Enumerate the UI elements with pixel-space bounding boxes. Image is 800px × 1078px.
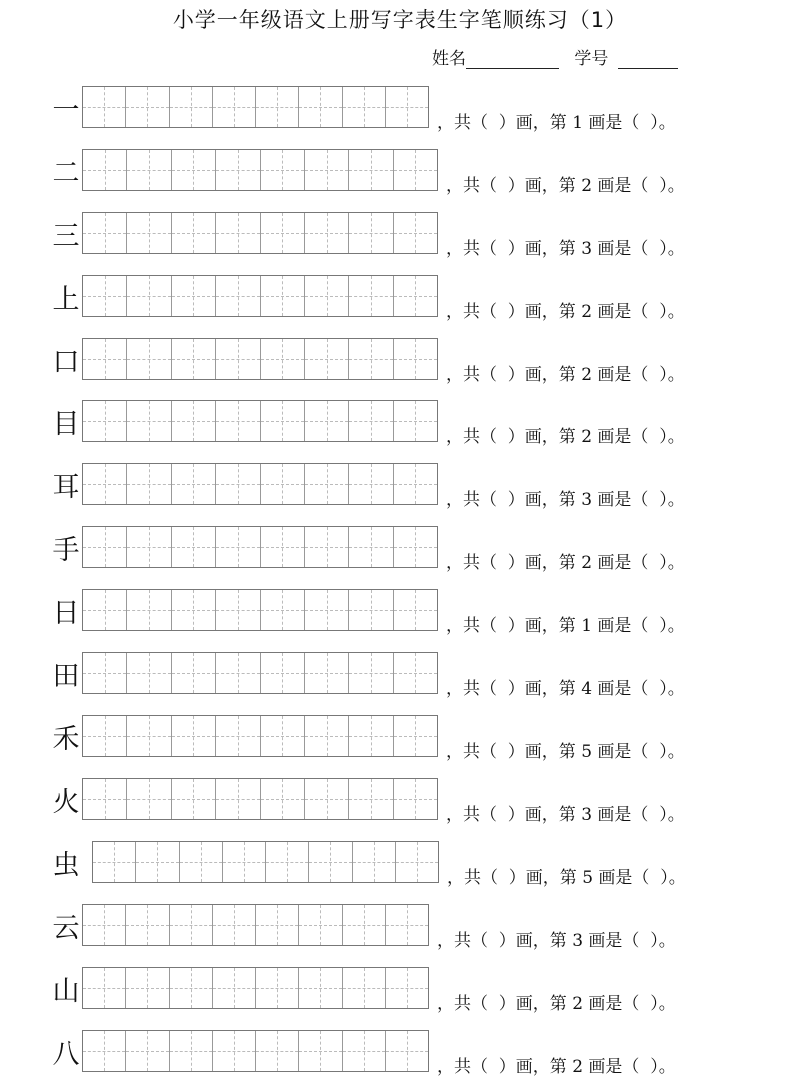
tian-grid-cell[interactable] [126,905,169,945]
tian-grid-cell[interactable] [261,779,305,819]
tian-grid-cell[interactable] [394,150,437,190]
practice-character: 八 [52,1039,80,1070]
stroke-question: ，共（ ）画，第 3 画是（ ）。 [437,931,676,951]
writing-grid [82,652,438,694]
tian-grid-cell[interactable] [126,1031,169,1071]
practice-row [0,463,800,509]
stroke-question: ，共（ ）画，第 3 画是（ ）。 [446,805,685,825]
tian-grid-cell[interactable] [305,213,349,253]
practice-row [0,904,800,950]
stroke-question: ，共（ ）画，第 2 画是（ ）。 [437,994,676,1014]
tian-grid-cell[interactable] [261,464,305,504]
tian-grid-cell[interactable] [299,87,342,127]
tian-grid-cell[interactable] [261,213,305,253]
tian-grid-cell[interactable] [127,590,171,630]
tian-grid-cell[interactable] [172,213,216,253]
tian-grid-cell[interactable] [172,464,216,504]
practice-character: 耳 [52,472,80,503]
tian-grid-cell[interactable] [386,87,428,127]
tian-grid-cell[interactable] [83,905,126,945]
tian-grid-cell[interactable] [299,1031,342,1071]
tian-grid-cell[interactable] [216,213,260,253]
writing-grid [82,715,438,757]
stroke-question: ，共（ ）画，第 5 画是（ ）。 [447,868,686,888]
tian-grid-cell[interactable] [349,779,393,819]
tian-grid-cell[interactable] [83,464,127,504]
tian-grid-cell[interactable] [180,842,223,882]
practice-character: 三 [52,221,80,252]
writing-grid [82,275,438,317]
tian-grid-cell[interactable] [305,716,349,756]
tian-grid-cell[interactable] [172,339,216,379]
tian-grid-cell[interactable] [305,276,349,316]
stroke-question: ，共（ ）画，第 2 画是（ ）。 [446,176,685,196]
tian-grid-cell[interactable] [216,401,260,441]
student-info [432,44,678,69]
tian-grid-cell[interactable] [216,339,260,379]
tian-grid-cell[interactable] [256,87,299,127]
tian-grid-cell[interactable] [172,527,216,567]
tian-grid-cell[interactable] [349,464,393,504]
tian-grid-cell[interactable] [261,276,305,316]
tian-grid-cell[interactable] [127,464,171,504]
tian-grid-cell[interactable] [216,590,260,630]
writing-grid [92,841,439,883]
tian-grid-cell[interactable] [305,653,349,693]
tian-grid-cell[interactable] [170,905,213,945]
tian-grid-cell[interactable] [83,150,127,190]
tian-grid-cell[interactable] [127,716,171,756]
tian-grid-cell[interactable] [343,968,386,1008]
practice-character: 山 [52,976,80,1007]
practice-character: 二 [52,158,80,189]
tian-grid-cell[interactable] [83,779,127,819]
tian-grid-cell[interactable] [216,150,260,190]
writing-grid [82,589,438,631]
stroke-question: ，共（ ）画，第 3 画是（ ）。 [446,490,685,510]
tian-grid-cell[interactable] [127,779,171,819]
tian-grid-cell[interactable] [83,716,127,756]
writing-grid [82,212,438,254]
tian-grid-cell[interactable] [170,968,213,1008]
tian-grid-cell[interactable] [261,527,305,567]
stroke-question: ，共（ ）画，第 2 画是（ ）。 [446,365,685,385]
writing-grid [82,1030,429,1072]
tian-grid-cell[interactable] [394,590,437,630]
practice-character: 上 [52,284,80,315]
tian-grid-cell[interactable] [349,213,393,253]
name-label: 姓名 [432,49,466,69]
practice-row [0,652,800,698]
tian-grid-cell[interactable] [349,527,393,567]
practice-character: 日 [52,598,80,629]
tian-grid-cell[interactable] [127,213,171,253]
tian-grid-cell[interactable] [170,87,213,127]
stroke-question: ，共（ ）画，第 4 画是（ ）。 [446,679,685,699]
practice-character: 禾 [52,724,80,755]
practice-character: 一 [52,95,80,126]
tian-grid-cell[interactable] [261,150,305,190]
tian-grid-cell[interactable] [305,339,349,379]
tian-grid-cell[interactable] [213,87,256,127]
tian-grid-cell[interactable] [349,150,393,190]
tian-grid-cell[interactable] [83,527,127,567]
tian-grid-cell[interactable] [299,905,342,945]
tian-grid-cell[interactable] [386,1031,428,1071]
writing-grid [82,86,429,128]
tian-grid-cell[interactable] [216,276,260,316]
tian-grid-cell[interactable] [305,150,349,190]
tian-grid-cell[interactable] [223,842,266,882]
stroke-question: ，共（ ）画，第 2 画是（ ）。 [437,1057,676,1077]
tian-grid-cell[interactable] [127,339,171,379]
tian-grid-cell[interactable] [83,87,126,127]
tian-grid-cell[interactable] [261,401,305,441]
tian-grid-cell[interactable] [93,842,136,882]
tian-grid-cell[interactable] [127,527,171,567]
stroke-question: ，共（ ）画，第 1 画是（ ）。 [437,113,676,133]
tian-grid-cell[interactable] [216,653,260,693]
tian-grid-cell[interactable] [343,1031,386,1071]
tian-grid-cell[interactable] [127,401,171,441]
tian-grid-cell[interactable] [343,905,386,945]
tian-grid-cell[interactable] [305,464,349,504]
tian-grid-cell[interactable] [353,842,396,882]
stroke-question: ，共（ ）画，第 2 画是（ ）。 [446,427,685,447]
stroke-question: ，共（ ）画，第 2 画是（ ）。 [446,553,685,573]
tian-grid-cell[interactable] [172,276,216,316]
tian-grid-cell[interactable] [305,401,349,441]
tian-grid-cell[interactable] [309,842,352,882]
practice-row [0,967,800,1013]
tian-grid-cell[interactable] [349,590,393,630]
tian-grid-cell[interactable] [216,779,260,819]
stroke-question: ，共（ ）画，第 5 画是（ ）。 [446,742,685,762]
tian-grid-cell[interactable] [83,339,127,379]
tian-grid-cell[interactable] [349,716,393,756]
practice-row [0,841,800,887]
tian-grid-cell[interactable] [126,968,169,1008]
tian-grid-cell[interactable] [213,1031,256,1071]
writing-grid [82,526,438,568]
tian-grid-cell[interactable] [256,1031,299,1071]
tian-grid-cell[interactable] [256,905,299,945]
tian-grid-cell[interactable] [83,653,127,693]
tian-grid-cell[interactable] [213,905,256,945]
practice-row [0,400,800,446]
practice-character: 虫 [52,850,80,881]
tian-grid-cell[interactable] [394,339,437,379]
tian-grid-cell[interactable] [216,716,260,756]
tian-grid-cell[interactable] [394,276,437,316]
writing-grid [82,778,438,820]
page-title: 小学一年级语文上册写字表生字笔顺练习（1） [172,8,628,32]
writing-grid [82,400,438,442]
tian-grid-cell[interactable] [394,653,437,693]
tian-grid-cell[interactable] [261,339,305,379]
practice-character: 云 [52,913,80,944]
practice-row [0,275,800,321]
tian-grid-cell[interactable] [126,87,169,127]
practice-character: 手 [52,535,80,566]
tian-grid-cell[interactable] [83,968,126,1008]
tian-grid-cell[interactable] [299,968,342,1008]
practice-row [0,778,800,824]
tian-grid-cell[interactable] [172,716,216,756]
stroke-question: ，共（ ）画，第 3 画是（ ）。 [446,239,685,259]
practice-row [0,212,800,258]
tian-grid-cell[interactable] [170,1031,213,1071]
tian-grid-cell[interactable] [386,905,428,945]
tian-grid-cell[interactable] [127,150,171,190]
writing-grid [82,149,438,191]
tian-grid-cell[interactable] [349,339,393,379]
tian-grid-cell[interactable] [83,590,127,630]
tian-grid-cell[interactable] [83,213,127,253]
tian-grid-cell[interactable] [136,842,179,882]
tian-grid-cell[interactable] [396,842,438,882]
tian-grid-cell[interactable] [172,590,216,630]
tian-grid-cell[interactable] [261,590,305,630]
tian-grid-cell[interactable] [172,653,216,693]
writing-grid [82,904,429,946]
tian-grid-cell[interactable] [261,653,305,693]
tian-grid-cell[interactable] [83,401,127,441]
tian-grid-cell[interactable] [394,464,437,504]
practice-row [0,589,800,635]
tian-grid-cell[interactable] [83,1031,126,1071]
practice-row [0,86,800,132]
tian-grid-cell[interactable] [127,276,171,316]
practice-row [0,526,800,572]
tian-grid-cell[interactable] [216,464,260,504]
tian-grid-cell[interactable] [266,842,309,882]
practice-character: 田 [52,661,80,692]
tian-grid-cell[interactable] [349,276,393,316]
tian-grid-cell[interactable] [172,150,216,190]
name-blank[interactable] [466,50,559,69]
number-label: 学号 [574,49,609,69]
practice-character: 目 [52,409,80,440]
tian-grid-cell[interactable] [305,590,349,630]
tian-grid-cell[interactable] [394,779,437,819]
tian-grid-cell[interactable] [172,779,216,819]
writing-grid [82,967,429,1009]
tian-grid-cell[interactable] [216,527,260,567]
stroke-question: ，共（ ）画，第 2 画是（ ）。 [446,302,685,322]
practice-character: 火 [52,787,80,818]
tian-grid-cell[interactable] [305,779,349,819]
number-blank[interactable] [618,50,678,69]
tian-grid-cell[interactable] [343,87,386,127]
practice-row [0,1030,800,1076]
tian-grid-cell[interactable] [394,527,437,567]
practice-character: 口 [52,347,80,378]
tian-grid-cell[interactable] [256,968,299,1008]
stroke-question: ，共（ ）画，第 1 画是（ ）。 [446,616,685,636]
tian-grid-cell[interactable] [305,527,349,567]
tian-grid-cell[interactable] [349,653,393,693]
tian-grid-cell[interactable] [394,213,437,253]
tian-grid-cell[interactable] [394,716,437,756]
practice-row [0,338,800,384]
tian-grid-cell[interactable] [83,276,127,316]
tian-grid-cell[interactable] [127,653,171,693]
tian-grid-cell[interactable] [394,401,437,441]
practice-row [0,715,800,761]
tian-grid-cell[interactable] [349,401,393,441]
writing-grid [82,463,438,505]
tian-grid-cell[interactable] [213,968,256,1008]
tian-grid-cell[interactable] [386,968,428,1008]
tian-grid-cell[interactable] [261,716,305,756]
writing-grid [82,338,438,380]
practice-row [0,149,800,195]
tian-grid-cell[interactable] [172,401,216,441]
